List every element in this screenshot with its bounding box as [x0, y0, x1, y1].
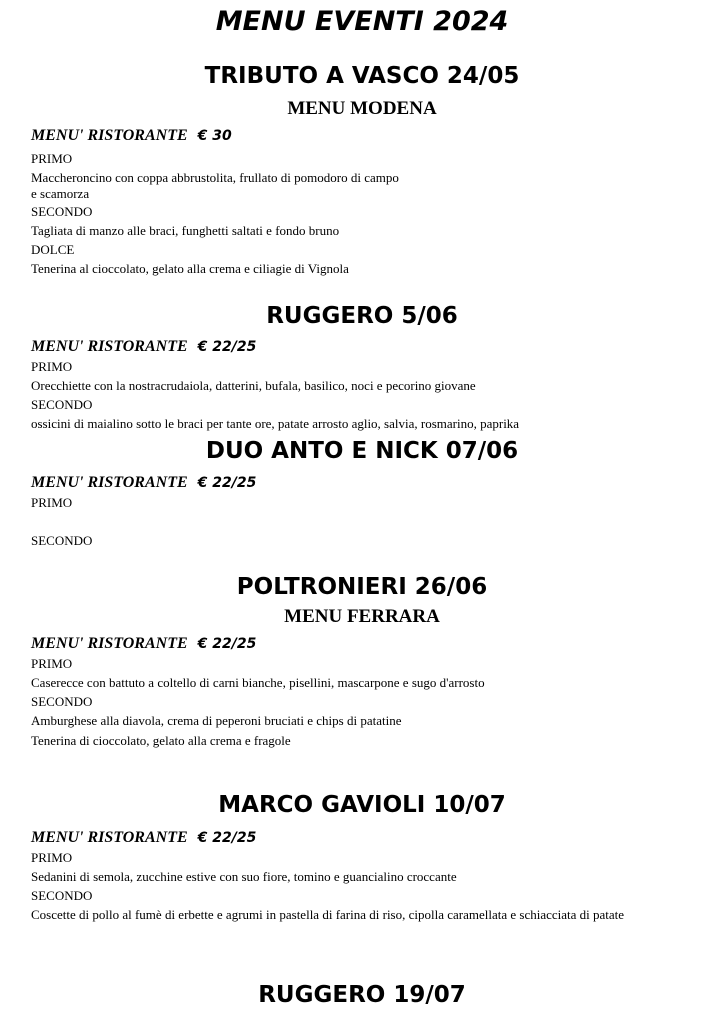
course-label: SECONDO — [31, 204, 93, 219]
event-subheading: MENU MODENA — [287, 98, 437, 119]
menu-label-text: MENU' RISTORANTE — [31, 829, 188, 846]
dish-line: ossicini di maialino sotto le braci per tante ore, patate arrosto aglio, salvia, rosmarino, paprika — [31, 416, 520, 431]
course-label: PRIMO — [31, 850, 73, 865]
dish-line: e scamorza — [31, 186, 90, 201]
course-label: PRIMO — [31, 151, 73, 166]
menu-price: € 22/25 — [197, 636, 257, 652]
course-label: SECONDO — [31, 533, 93, 548]
dish-line: Orecchiette con la nostracrudaiola, datterini, bufala, basilico, noci e pecorino giovane — [31, 378, 476, 393]
menu-label-text: MENU' RISTORANTE — [31, 127, 188, 144]
event-heading: RUGGERO 19/07 — [258, 982, 466, 1008]
course-label: SECONDO — [31, 397, 93, 412]
course-label: SECONDO — [31, 694, 93, 709]
menu-label — [31, 338, 256, 356]
dish-line: Tenerina al cioccolato, gelato alla crema e ciliagie di Vignola — [31, 261, 349, 276]
dish-line: Tagliata di manzo alle braci, funghetti saltati e fondo bruno — [31, 223, 340, 238]
menu-label-text: MENU' RISTORANTE — [31, 474, 188, 491]
course-label: PRIMO — [31, 656, 73, 671]
menu-label — [31, 127, 232, 145]
menu-price: € 22/25 — [197, 339, 257, 355]
dish-line: Tenerina di cioccolato, gelato alla crema e fragole — [31, 733, 291, 748]
event-heading: TRIBUTO A VASCO 24/05 — [204, 63, 520, 89]
course-label: DOLCE — [31, 242, 75, 257]
menu-label — [31, 829, 256, 847]
menu-price: € 22/25 — [197, 475, 257, 491]
dish-line: Caserecce con battuto a coltello di carni bianche, pisellini, mascarpone e sugo d'arrosto — [31, 675, 485, 690]
menu-price: € 22/25 — [197, 830, 257, 846]
event-heading: DUO ANTO E NICK 07/06 — [205, 438, 519, 464]
page-title: MENU EVENTI 2024 — [215, 6, 509, 37]
menu-label — [31, 635, 256, 653]
course-label: PRIMO — [31, 495, 73, 510]
dish-line: Amburghese alla diavola, crema di peperoni bruciati e chips di patatine — [31, 713, 402, 728]
event-heading: POLTRONIERI 26/06 — [236, 574, 488, 600]
event-heading: RUGGERO 5/06 — [266, 303, 458, 329]
course-label: SECONDO — [31, 888, 93, 903]
event-subheading: MENU FERRARA — [284, 606, 440, 627]
menu-label — [31, 474, 256, 492]
menu-label-text: MENU' RISTORANTE — [31, 338, 188, 355]
event-heading: MARCO GAVIOLI 10/07 — [218, 792, 506, 818]
menu-label-text: MENU' RISTORANTE — [31, 635, 188, 652]
dish-line: Coscette di pollo al fumè di erbette e agrumi in pastella di farina di riso, cipolla caramellata e schiacciata di patate — [31, 907, 625, 922]
menu-price: € 30 — [197, 128, 232, 144]
dish-line: Sedanini di semola, zucchine estive con suo fiore, tomino e guancialino croccante — [31, 869, 457, 884]
course-label: PRIMO — [31, 359, 73, 374]
dish-line: Maccheroncino con coppa abbrustolita, frullato di pomodoro di campo — [31, 170, 399, 185]
